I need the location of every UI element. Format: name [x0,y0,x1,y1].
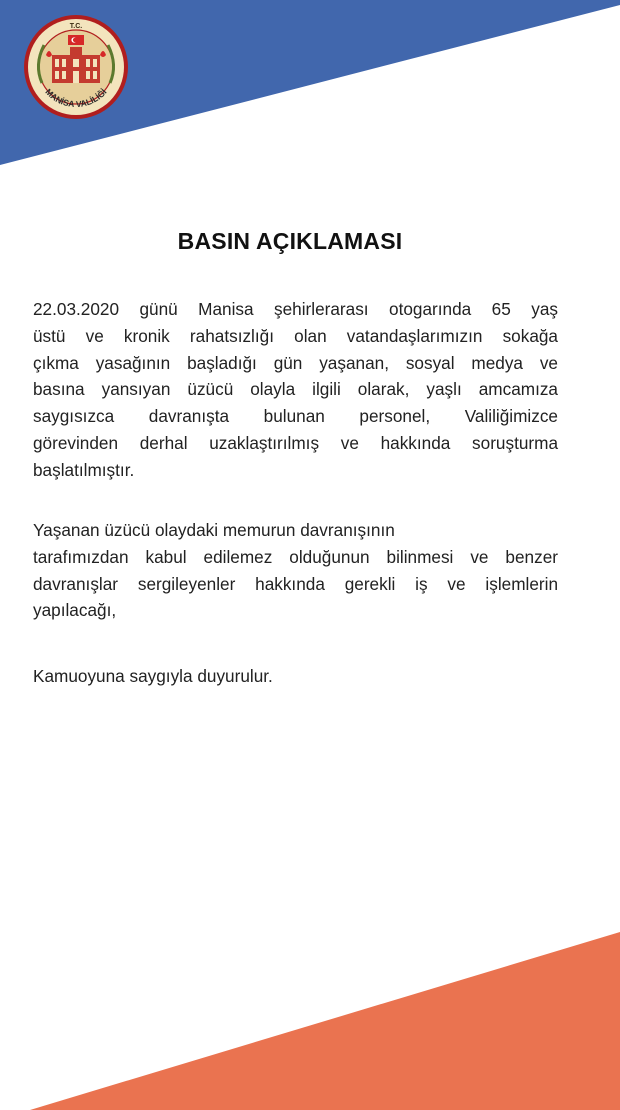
paragraph-1 [33,296,558,484]
paragraph-1-line: üstü ve kronik rahatsızlığı olan vatandaşlarımızın sokağa [33,325,558,346]
paragraph-2-line: yapılacağı, [33,600,117,621]
paragraph-1-line: çıkma yasağının başladığı gün yaşanan, sosyal medya ve [33,352,558,373]
logo-bottom-text: MANİSA VALİLİĞİ [43,86,109,110]
paragraph-1-line: başlatılmıştır. [33,459,135,480]
closing-line: Kamuoyuna saygıyla duyurulur. [33,666,273,686]
document-title: BASIN AÇIKLAMASI [177,228,403,254]
paragraph-2-line: davranışlar sergileyenler hakkında gerekli iş ve işlemlerin [33,573,558,594]
bottom-orange-band [30,932,620,1110]
paragraph-1-line: basına yansıyan üzücü olayla ilgili olarak, yaşlı amcamıza [33,379,558,400]
paragraph-2-line: Yaşanan üzücü olaydaki memurun davranışının [33,520,395,540]
paragraph-2-line: tarafımızdan kabul edilemez olduğunun bilinmesi ve benzer [33,546,558,567]
paragraph-1-line: görevinden derhal uzaklaştırılmış ve hakkında soruşturma [33,432,558,453]
paragraph-1-line: saygısızca davranışta bulunan personel, Valiliğimizce [33,406,558,427]
manisa-valiligi-logo [22,13,130,121]
paragraph-2 [33,517,558,624]
logo-top-text: T.C. [69,23,83,30]
paragraph-1-line: 22.03.2020 günü Manisa şehirlerarası otogarında 65 yaş [33,299,558,319]
